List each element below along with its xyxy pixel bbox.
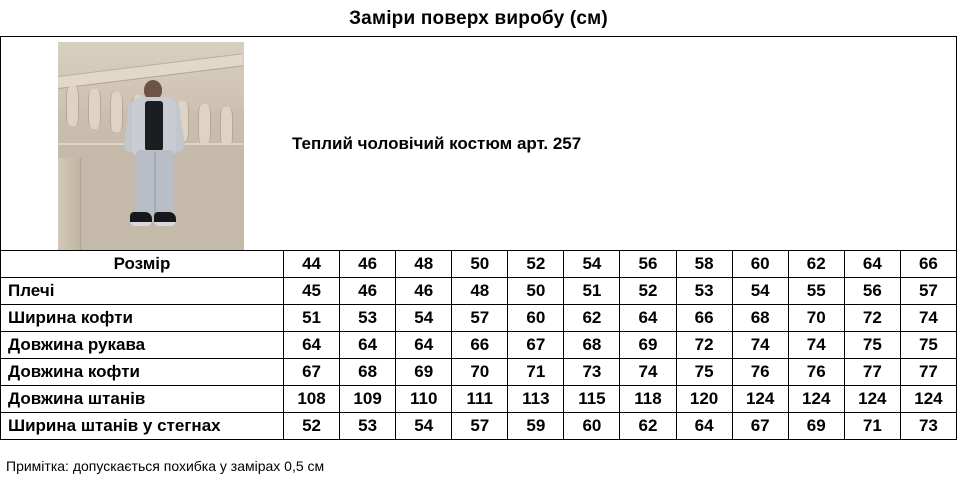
cell-value: 60 <box>508 305 564 332</box>
size-table-container <box>0 36 957 440</box>
cell-value: 109 <box>340 386 396 413</box>
cell-value: 77 <box>900 359 956 386</box>
header-size-54: 54 <box>564 251 620 278</box>
row-label-pants-hip-width: Ширина штанів у стегнах <box>1 413 284 440</box>
table-row <box>1 305 957 332</box>
cell-value: 54 <box>396 413 452 440</box>
header-size-62: 62 <box>788 251 844 278</box>
cell-value: 72 <box>676 332 732 359</box>
cell-value: 51 <box>564 278 620 305</box>
header-size-58: 58 <box>676 251 732 278</box>
cell-value: 75 <box>900 332 956 359</box>
size-table-body <box>1 37 957 440</box>
cell-value: 68 <box>732 305 788 332</box>
cell-value: 70 <box>788 305 844 332</box>
photo-model-jacket <box>132 97 176 155</box>
cell-value: 62 <box>620 413 676 440</box>
header-size-56: 56 <box>620 251 676 278</box>
header-size-label: Розмір <box>1 251 284 278</box>
model-label: Теплий чоловічий костюм арт. 257 <box>292 133 582 153</box>
cell-value: 46 <box>340 278 396 305</box>
cell-value: 124 <box>900 386 956 413</box>
cell-value: 74 <box>732 332 788 359</box>
cell-value: 68 <box>340 359 396 386</box>
cell-value: 76 <box>732 359 788 386</box>
cell-value: 53 <box>340 305 396 332</box>
cell-value: 67 <box>508 332 564 359</box>
cell-value: 48 <box>452 278 508 305</box>
row-label-pants-length: Довжина штанів <box>1 386 284 413</box>
cell-value: 64 <box>396 332 452 359</box>
cell-value: 59 <box>508 413 564 440</box>
cell-value: 124 <box>788 386 844 413</box>
photo-model-shoe-sole <box>154 222 176 226</box>
header-size-52: 52 <box>508 251 564 278</box>
photo-baluster <box>66 86 79 126</box>
photo-baluster <box>88 89 101 129</box>
cell-value: 111 <box>452 386 508 413</box>
cell-value: 46 <box>396 278 452 305</box>
cell-value: 57 <box>900 278 956 305</box>
footnote: Примітка: допускається похибка у замірах 0,5 см <box>6 458 325 474</box>
header-size-50: 50 <box>452 251 508 278</box>
cell-value: 64 <box>676 413 732 440</box>
row-label-jacket-width: Ширина кофти <box>1 305 284 332</box>
cell-value: 73 <box>564 359 620 386</box>
table-row <box>1 413 957 440</box>
cell-value: 66 <box>676 305 732 332</box>
photo-model-figure <box>118 80 188 240</box>
cell-value: 52 <box>284 413 340 440</box>
cell-value: 69 <box>620 332 676 359</box>
table-row <box>1 386 957 413</box>
cell-value: 68 <box>564 332 620 359</box>
cell-value: 57 <box>452 305 508 332</box>
table-header-row <box>1 251 957 278</box>
header-size-66: 66 <box>900 251 956 278</box>
cell-value: 108 <box>284 386 340 413</box>
photo-model-pants-seam <box>154 152 156 214</box>
cell-value: 53 <box>340 413 396 440</box>
cell-value: 45 <box>284 278 340 305</box>
cell-value: 73 <box>900 413 956 440</box>
header-size-46: 46 <box>340 251 396 278</box>
table-row-photo <box>1 37 957 251</box>
cell-value: 51 <box>284 305 340 332</box>
cell-value: 64 <box>284 332 340 359</box>
cell-value: 69 <box>788 413 844 440</box>
cell-value: 66 <box>452 332 508 359</box>
photo-model-pants <box>136 150 174 216</box>
product-photo <box>1 37 284 250</box>
cell-value: 54 <box>396 305 452 332</box>
cell-value: 57 <box>452 413 508 440</box>
cell-value: 69 <box>396 359 452 386</box>
cell-value: 124 <box>732 386 788 413</box>
cell-value: 60 <box>564 413 620 440</box>
cell-value: 62 <box>564 305 620 332</box>
cell-value: 54 <box>732 278 788 305</box>
cell-value: 64 <box>340 332 396 359</box>
cell-value: 120 <box>676 386 732 413</box>
product-photo-cell <box>1 37 284 251</box>
row-label-shoulders: Плечі <box>1 278 284 305</box>
photo-model-shoe-left <box>130 212 152 226</box>
cell-value: 53 <box>676 278 732 305</box>
cell-value: 64 <box>620 305 676 332</box>
photo-model-shoe-sole <box>130 222 152 226</box>
cell-value: 71 <box>844 413 900 440</box>
header-size-44: 44 <box>284 251 340 278</box>
row-label-sleeve-length: Довжина рукава <box>1 332 284 359</box>
cell-value: 50 <box>508 278 564 305</box>
cell-value: 67 <box>732 413 788 440</box>
header-size-64: 64 <box>844 251 900 278</box>
cell-value: 74 <box>620 359 676 386</box>
cell-value: 74 <box>788 332 844 359</box>
photo-model-shirt <box>145 101 163 151</box>
cell-value: 76 <box>788 359 844 386</box>
cell-value: 71 <box>508 359 564 386</box>
cell-value: 55 <box>788 278 844 305</box>
cell-value: 118 <box>620 386 676 413</box>
photo-model-shoe-right <box>154 212 176 226</box>
product-photo-image <box>58 42 244 250</box>
page-title: Заміри поверх виробу (см) <box>349 8 608 29</box>
size-table <box>0 36 957 440</box>
cell-value: 77 <box>844 359 900 386</box>
cell-value: 72 <box>844 305 900 332</box>
cell-value: 70 <box>452 359 508 386</box>
cell-value: 113 <box>508 386 564 413</box>
header-size-60: 60 <box>732 251 788 278</box>
table-row <box>1 359 957 386</box>
header-size-48: 48 <box>396 251 452 278</box>
cell-value: 115 <box>564 386 620 413</box>
cell-value: 56 <box>844 278 900 305</box>
row-label-jacket-length: Довжина кофти <box>1 359 284 386</box>
table-row <box>1 278 957 305</box>
model-label-cell <box>284 37 957 251</box>
table-row <box>1 332 957 359</box>
cell-value: 74 <box>900 305 956 332</box>
cell-value: 75 <box>844 332 900 359</box>
cell-value: 67 <box>284 359 340 386</box>
cell-value: 124 <box>844 386 900 413</box>
cell-value: 110 <box>396 386 452 413</box>
photo-pillar <box>58 158 81 250</box>
cell-value: 52 <box>620 278 676 305</box>
cell-value: 75 <box>676 359 732 386</box>
